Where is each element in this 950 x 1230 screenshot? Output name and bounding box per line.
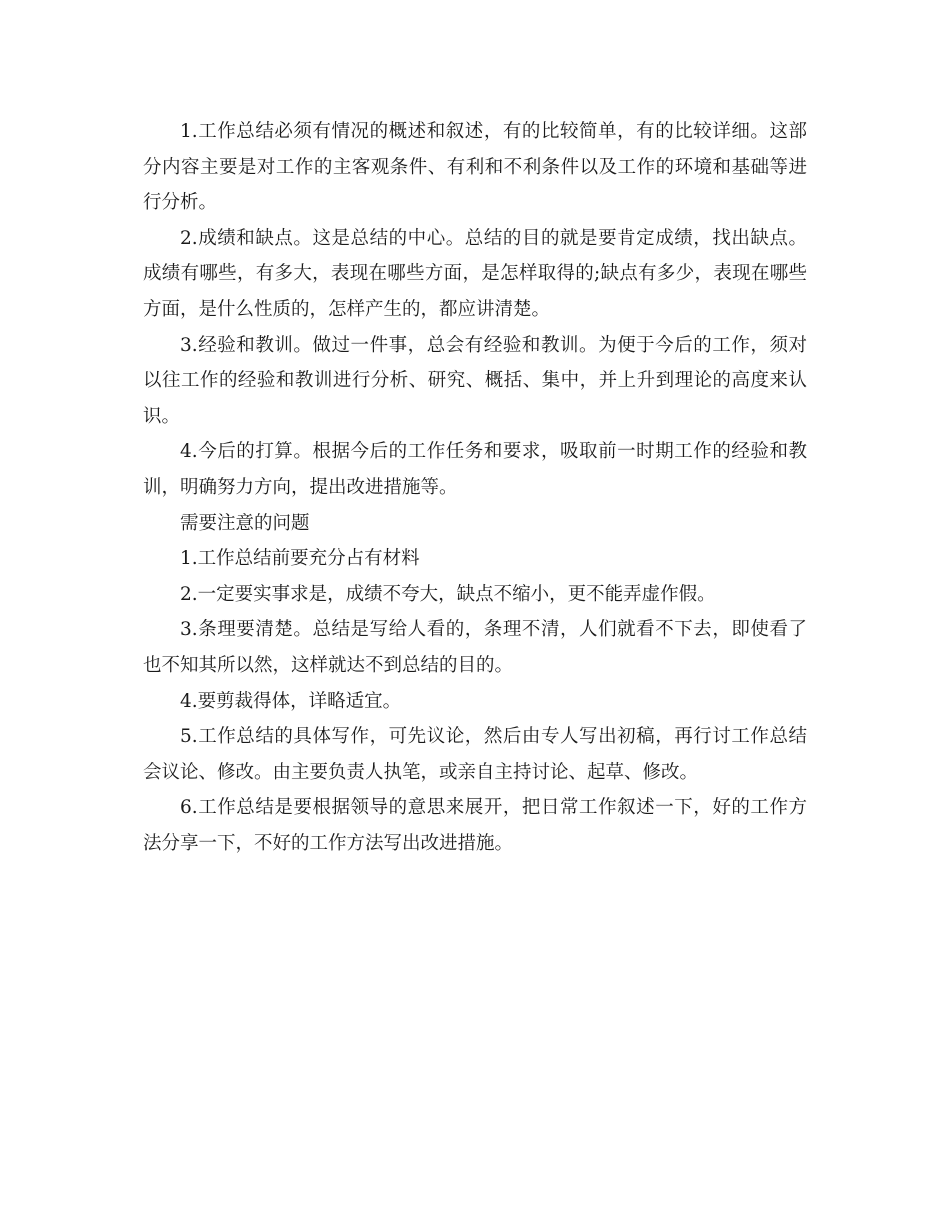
paragraph-note-leadership: 6.工作总结是要根据领导的意思来展开，把日常工作叙述一下，好的工作方法分享一下，不好的工作方法写出改进措施。 bbox=[143, 797, 807, 854]
paragraph-note-materials: 1.工作总结前要充分占有材料 bbox=[180, 548, 420, 570]
paragraph-note-editing: 4.要剪裁得体，详略适宜。 bbox=[180, 690, 402, 712]
paragraph-note-truthful: 2.一定要实事求是，成绩不夸大，缺点不缩小，更不能弄虚作假。 bbox=[180, 583, 716, 605]
paragraph-note-drafting: 5.工作总结的具体写作，可先议论，然后由专人写出初稿，再行讨工作总结会议论、修改。由主要负责人执笔，或亲自主持讨论、起草、修改。 bbox=[143, 726, 807, 783]
paragraph-note-clarity: 3.条理要清楚。总结是写给人看的，条理不清，人们就看不下去，即使看了也不知其所以然，这样就达不到总结的目的。 bbox=[143, 619, 807, 676]
paragraph-future-plans: 4.今后的打算。根据今后的工作任务和要求，吸取前一时期工作的经验和教训，明确努力方向，提出改进措施等。 bbox=[143, 441, 807, 498]
paragraph-achievements-shortcomings: 2.成绩和缺点。这是总结的中心。总结的目的就是要肯定成绩，找出缺点。成绩有哪些，有多大，表现在哪些方面，是怎样取得的;缺点有多少，表现在哪些方面，是什么性质的，怎样产生的，都应讲清楚。 bbox=[143, 227, 807, 320]
section-heading-notes: 需要注意的问题 bbox=[180, 512, 310, 534]
document-page bbox=[143, 114, 807, 861]
paragraph-intro-overview: 1.工作总结必须有情况的概述和叙述，有的比较简单，有的比较详细。这部分内容主要是对工作的主客观条件、有利和不利条件以及工作的环境和基础等进行分析。 bbox=[143, 121, 807, 214]
paragraph-experience-lessons: 3.经验和教训。做过一件事，总会有经验和教训。为便于今后的工作，须对以往工作的经验和教训进行分析、研究、概括、集中，并上升到理论的高度来认识。 bbox=[143, 334, 807, 427]
